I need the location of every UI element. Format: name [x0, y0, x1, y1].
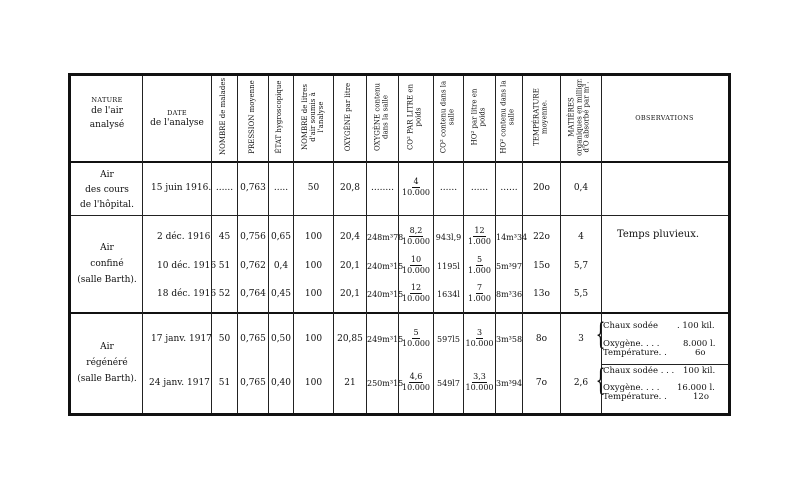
header-pression: PRESSION moyenne: [248, 80, 257, 154]
header-divider: [71, 161, 728, 163]
header-litres: NOMBRE de litres d'air soumis à l'analyse: [301, 84, 325, 151]
header-matieres: MATIÈRES organiques en milligr. d'O absorbé par m³.: [567, 78, 591, 156]
column-divider: [560, 76, 561, 413]
header-ho-litre: HO² par litre en poids: [470, 88, 486, 146]
observation-weather: Temps pluvieux.: [617, 229, 700, 240]
column-divider: [237, 76, 238, 413]
header-co2-salle: CO² contenu dans la salle: [439, 80, 455, 154]
group-label-cours: Air des cours de l'hôpital.: [80, 170, 134, 210]
header-temperature: TEMPÉRATURE moyenne.: [532, 88, 548, 146]
header-oxygene-litre: OXYGÈNE par litre: [344, 82, 353, 152]
ho-fraction: $\frac{12}{1.000}$: [468, 226, 491, 246]
column-divider: [495, 76, 496, 413]
brace-icon: {: [595, 317, 606, 352]
co2-fraction: $\frac{10}{10.000}$: [402, 255, 430, 275]
co2-fraction: $\frac{4,6}{10.000}$: [402, 372, 430, 392]
header-co2-litre: CO² PAR LITRE en poids: [406, 83, 422, 151]
column-divider: [333, 76, 334, 413]
analysis-table: NATURE de l'air analysé DATE de l'analyse NOMBRE de malades PRESSION moyenne ÉTAT hygroscopique NOMBRE de litres d'air soumis à l'analyse OXYGÈNE par litre OXYGÈNE contenu dans la salle CO² PAR LITRE en poids CO² contenu dans la salle HO² par litre en poids HO² contenu dans la salle TEMPÉRATURE moyenne. MATIÈRES organiques en milligr. d'O absorbé par m³. OBSERVATIONS Air des cours de l'hôpital. Air confiné (salle Barth). Air régénéré (salle Barth). 15 juin 1916. ...... 0,763 ..... 50 20,8 ........ $\frac{4}{10.000}$ ...... ...... ...... 20o 0,4 2 déc. 1916 45 0,756 0,65 100 20,4 248m³78 $\frac{8,2}{10.000}$ 943l,9 $\frac{12}{1.000}$ 14m³34 22o 4 10 déc. 1916 51 0,762 0,4 100 20,1 240m³15 $\frac{10}{10.000}$ 1195l $\frac{5}{1.000}$ 5m³97 15o 5,7 18 déc. 1916 52 0,764 0,45 100 20,1 240m³15 $\frac{12}{10.000}$ 1634l $\frac{7}{1.000}$ 8m³36 13o 5,5 Temps pluvieux. 17 janv. 1917 50 0,765 0,50 100 20,85 249m³15 $\frac{5}{10.000}$ 597l5 $\frac{3}{10.000}$ 3m³58 8o 3 24 janv. 1917 51 0,765 0,40 100 21 250m³15 $\frac{4,6}{10.000}$ 549l7 $\frac{3,3}{10.000}$ 3m³94 7o 2,6 { { Chaux sodée . 100 kil. Oxygène. . . . 8.000 l. Température. . 6o Chaux sodée . . . 100 kil. Oxygène. . . . 16.000 l. Température. . 12o: [68, 73, 731, 416]
column-divider: [522, 76, 523, 413]
observation-divider: [601, 364, 728, 365]
column-divider: [366, 76, 367, 413]
ho-fraction: $\frac{7}{1.000}$: [468, 283, 491, 303]
header-malades: NOMBRE de malades: [219, 77, 228, 155]
column-divider: [293, 76, 294, 413]
brace-icon: {: [595, 363, 606, 398]
column-divider: [142, 76, 143, 413]
header-ho-salle: HO² contenu dans la salle: [499, 80, 515, 154]
column-divider: [433, 76, 434, 413]
column-divider: [268, 76, 269, 413]
header-date: DATE de l'analyse: [150, 109, 204, 129]
group-label-confine: Air confiné (salle Barth).: [77, 243, 137, 285]
column-divider: [211, 76, 212, 413]
header-oxygene-salle: OXYGÈNE contenu dans la salle: [373, 83, 389, 151]
ho-fraction: $\frac{5}{1.000}$: [468, 255, 491, 275]
row-divider: [71, 215, 728, 216]
header-observations: OBSERVATIONS: [635, 114, 694, 122]
header-etat: ÉTAT hygroscopique: [275, 80, 284, 154]
co2-fraction: $\frac{4}{10.000}$: [402, 177, 430, 197]
co2-fraction: $\frac{8,2}{10.000}$: [402, 226, 430, 246]
row-divider: [71, 312, 728, 314]
co2-fraction: $\frac{12}{10.000}$: [402, 283, 430, 303]
co2-fraction: $\frac{5}{10.000}$: [402, 328, 430, 348]
group-label-regenere: Air régénéré (salle Barth).: [77, 342, 137, 384]
ho-fraction: $\frac{3,3}{10.000}$: [465, 372, 494, 392]
header-nature: NATURE de l'air analysé: [89, 96, 125, 131]
ho-fraction: $\frac{3}{10.000}$: [465, 328, 494, 348]
